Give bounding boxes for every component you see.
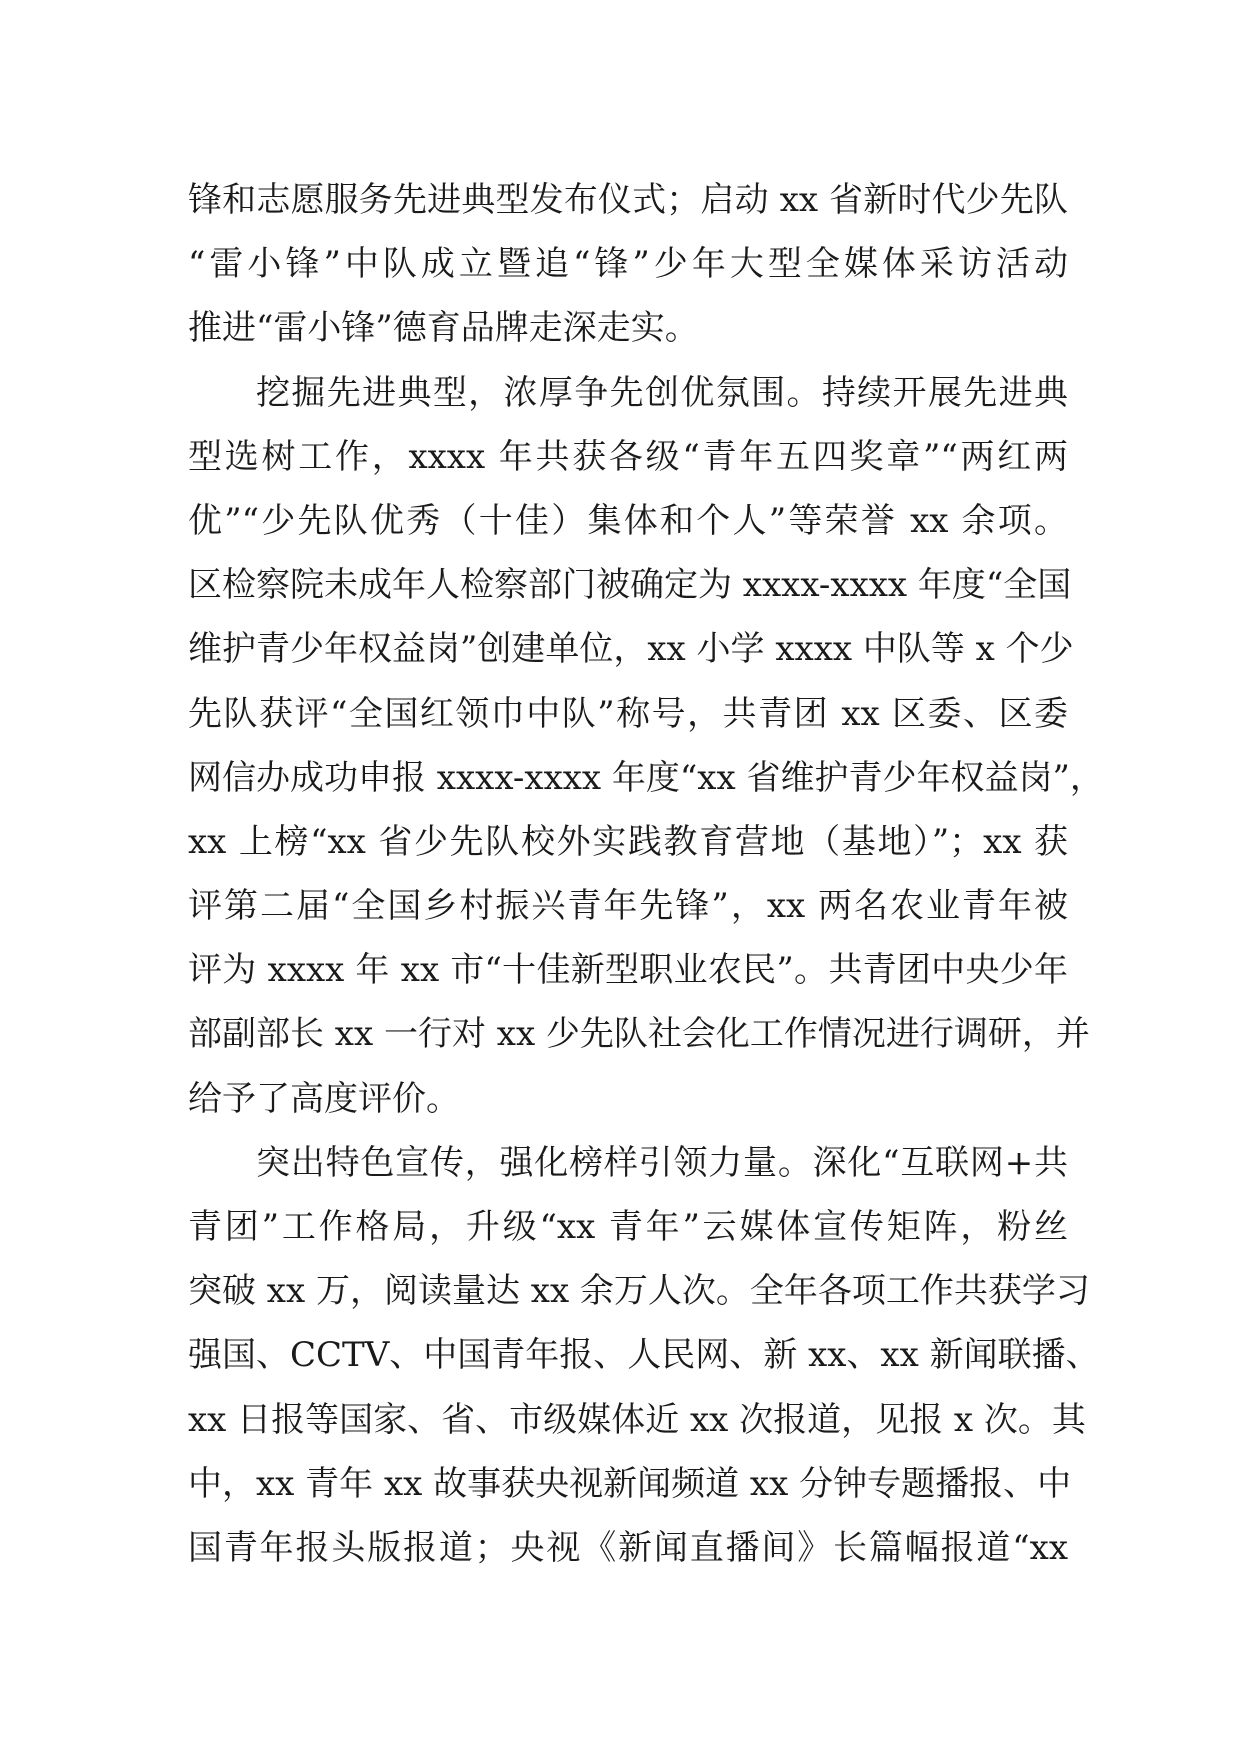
text-line: 推进“雷小锋”德育品牌走深走实。 [188,308,699,349]
text-line: 锋和志愿服务先进典型发布仪式；启动 xx 省新时代少先队 [188,180,1068,220]
text-line: xx 上榜“xx 省少先队校外实践教育营地（基地）”；xx 获 [188,821,1068,862]
text-line: 国青年报头版报道；央视《新闻直播间》长篇幅报道“xx [188,1527,1068,1568]
text-line: 网信办成功申报 xxxx-xxxx 年度“xx 省维护青少年权益岗”， [188,757,1104,798]
text-line: 评为 xxxx 年 xx 市“十佳新型职业农民”。共青团中央少年 [188,950,1068,991]
text-line: 给予了高度评价。 [188,1078,460,1119]
text-line: 青团”工作格局，升级“xx 青年”云媒体宣传矩阵，粉丝 [188,1207,1068,1247]
text-line: 评第二届“全国乡村振兴青年先锋”，xx 两名农业青年被 [188,886,1068,927]
text-line: 优”“少先队优秀（十佳）集体和个人”等荣誉 xx 余项。 [188,500,1068,541]
text-line: 部副部长 xx 一行对 xx 少先队社会化工作情况进行调研，并 [188,1014,1090,1055]
text-line: 型选树工作，xxxx 年共获各级“青年五四奖章”“两红两 [188,436,1068,477]
text-line: xx 日报等国家、省、市级媒体近 xx 次报道，见报 x 次。其 [188,1399,1086,1440]
paragraph-first-line: 挖掘先进典型，浓厚争先创优氛围。持续开展先进典 [256,372,1068,413]
text-line: 强国、CCTV、中国青年报、人民网、新 xx、xx 新闻联播、 [188,1335,1100,1376]
text-line: 中，xx 青年 xx 故事获央视新闻频道 xx 分钟专题播报、中 [188,1463,1072,1504]
text-line: “雷小锋”中队成立暨追“锋”少年大型全媒体采访活动 [188,244,1068,285]
text-line: 突破 xx 万，阅读量达 xx 余万人次。全年各项工作共获学习 [188,1271,1090,1312]
document-body [188,168,1104,1580]
text-line: 先队获评“全国红领巾中队”称号，共青团 xx 区委、区委 [188,693,1068,734]
paragraph-first-line: 突出特色宣传，强化榜样引领力量。深化“互联网+共 [256,1142,1068,1183]
text-line: 区检察院未成年人检察部门被确定为 xxxx-xxxx 年度“全国 [188,565,1072,606]
text-line: 维护青少年权益岗”创建单位，xx 小学 xxxx 中队等 x 个少 [188,629,1074,670]
